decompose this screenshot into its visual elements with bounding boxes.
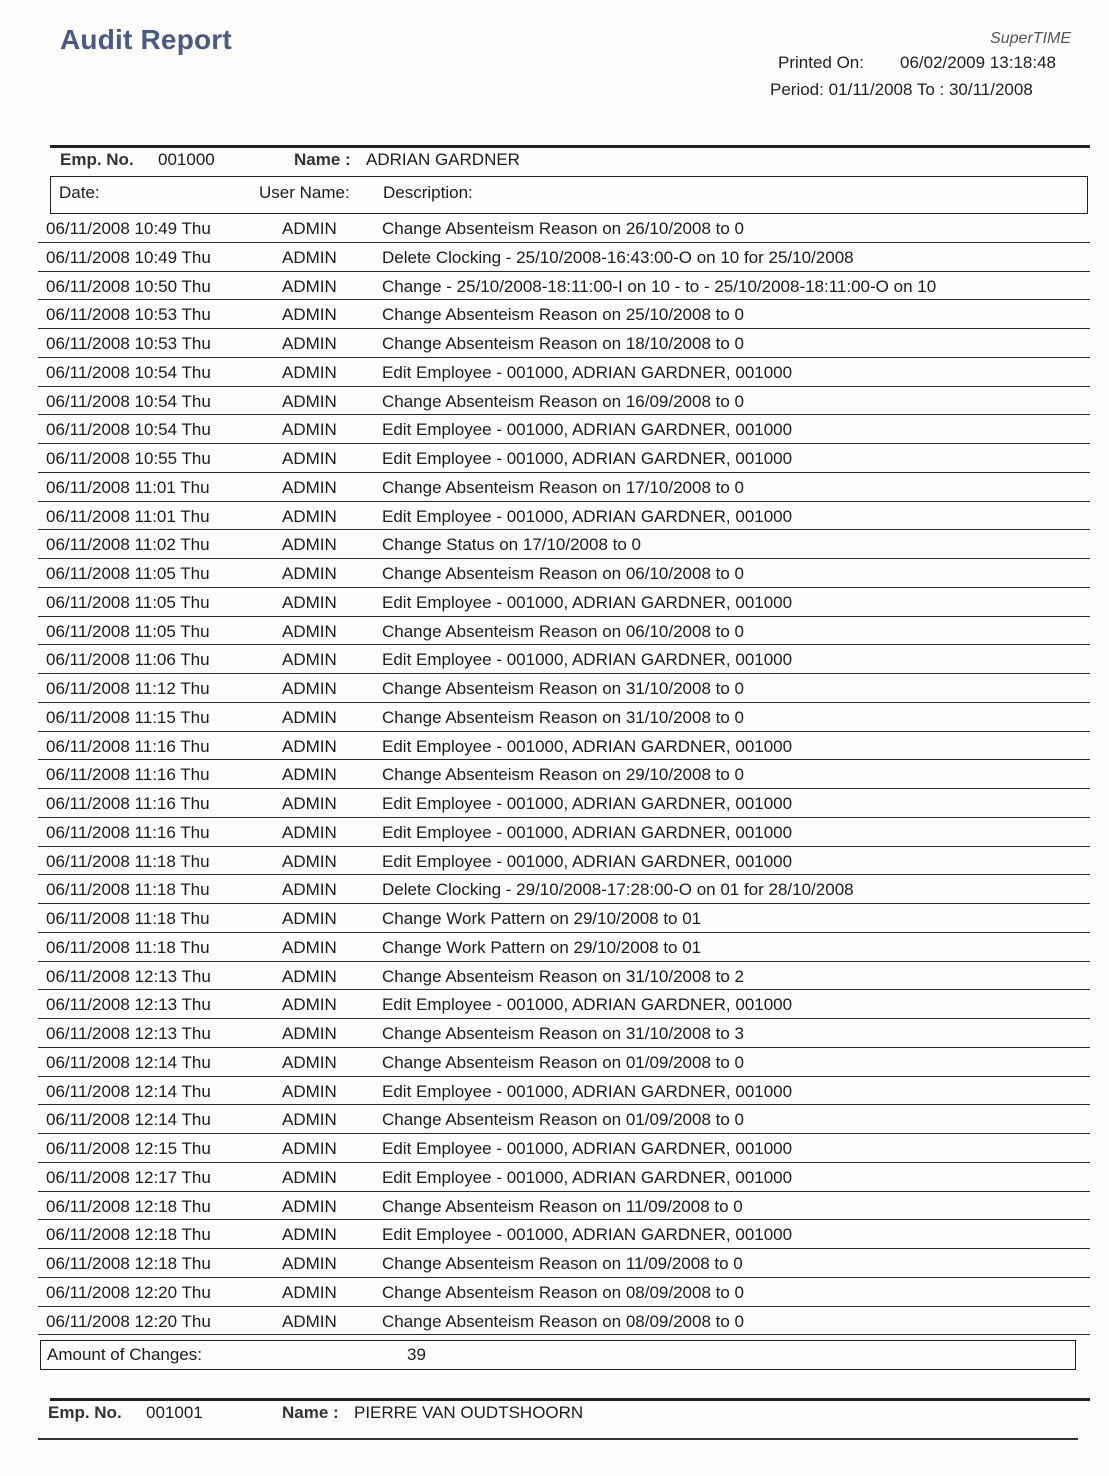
row-user: ADMIN xyxy=(282,592,337,612)
row-user: ADMIN xyxy=(282,247,337,267)
row-description: Change Absenteism Reason on 18/10/2008 to 0 xyxy=(382,334,744,353)
row-user: ADMIN xyxy=(282,1024,337,1043)
row-user: ADMIN xyxy=(282,391,337,411)
row-user: ADMIN xyxy=(282,420,337,440)
table-row xyxy=(38,243,1090,272)
row-date: 06/11/2008 11:05 Thu xyxy=(46,621,210,641)
row-date: 06/11/2008 12:17 Thu xyxy=(46,1167,211,1187)
row-description: Edit Employee - 001000, ADRIAN GARDNER, 001000 xyxy=(382,420,793,440)
brand-name: SuperTIME xyxy=(990,30,1071,47)
column-headers xyxy=(50,176,1088,214)
summary-label: Amount of Changes: xyxy=(47,1345,202,1364)
section-rule xyxy=(50,1398,1090,1401)
row-date: 06/11/2008 12:14 Thu xyxy=(46,1110,211,1130)
employee-header xyxy=(50,145,1090,175)
row-date: 06/11/2008 11:15 Thu xyxy=(46,707,210,727)
table-row xyxy=(38,1134,1090,1163)
row-description: Delete Clocking - 25/10/2008-16:43:00-O on 10 for 25/10/2008 xyxy=(382,247,854,267)
row-user: ADMIN xyxy=(282,1225,337,1245)
table-row xyxy=(38,415,1090,444)
row-date: 06/11/2008 11:12 Thu xyxy=(46,679,210,698)
row-user: ADMIN xyxy=(282,937,337,957)
row-date: 06/11/2008 11:16 Thu xyxy=(46,736,210,756)
row-description: Edit Employee - 001000, ADRIAN GARDNER, 001000 xyxy=(382,1139,793,1158)
printed-on xyxy=(778,53,1078,73)
row-description: Change Absenteism Reason on 26/10/2008 to 0 xyxy=(382,219,744,238)
table-row xyxy=(38,1249,1090,1278)
row-description: Edit Employee - 001000, ADRIAN GARDNER, 001000 xyxy=(382,650,793,670)
row-description: Edit Employee - 001000, ADRIAN GARDNER, 001000 xyxy=(382,592,793,612)
row-user: ADMIN xyxy=(282,995,337,1015)
table-row xyxy=(38,990,1090,1019)
row-description: Change Absenteism Reason on 11/09/2008 to 0 xyxy=(382,1196,743,1216)
row-description: Change Absenteism Reason on 16/09/2008 to 0 xyxy=(382,391,744,411)
table-row xyxy=(38,703,1090,732)
row-date: 06/11/2008 12:13 Thu xyxy=(46,995,211,1015)
row-user: ADMIN xyxy=(282,880,337,900)
row-description: Change Absenteism Reason on 31/10/2008 to 3 xyxy=(382,1024,744,1043)
row-user: ADMIN xyxy=(282,362,337,382)
row-user: ADMIN xyxy=(282,650,337,670)
section-rule xyxy=(50,145,1090,148)
row-description: Change Absenteism Reason on 01/09/2008 to 0 xyxy=(382,1110,744,1130)
row-date: 06/11/2008 10:53 Thu xyxy=(46,305,211,325)
period-value: 01/11/2008 To : 30/11/2008 xyxy=(828,80,1033,99)
table-row xyxy=(38,1278,1090,1307)
row-date: 06/11/2008 11:01 Thu xyxy=(46,477,210,497)
row-date: 06/11/2008 12:14 Thu xyxy=(46,1081,211,1101)
row-date: 06/11/2008 11:16 Thu xyxy=(46,822,210,842)
row-user: ADMIN xyxy=(282,966,337,986)
row-user: ADMIN xyxy=(282,564,337,583)
row-description: Change Absenteism Reason on 31/10/2008 to 0 xyxy=(382,707,744,727)
emp-no-label: Emp. No. xyxy=(60,150,134,169)
table-row xyxy=(38,1077,1090,1106)
column-header-description: Description: xyxy=(383,183,473,202)
row-date: 06/11/2008 11:05 Thu xyxy=(46,592,210,612)
section-rule xyxy=(38,1438,1078,1440)
table-row xyxy=(38,904,1090,933)
row-description: Edit Employee - 001000, ADRIAN GARDNER, 001000 xyxy=(382,995,793,1015)
table-row xyxy=(38,387,1090,416)
row-user: ADMIN xyxy=(282,449,337,468)
row-user: ADMIN xyxy=(282,1139,337,1158)
row-user: ADMIN xyxy=(282,1167,337,1187)
row-date: 06/11/2008 12:20 Thu xyxy=(46,1282,211,1302)
row-description: Edit Employee - 001000, ADRIAN GARDNER, 001000 xyxy=(382,506,793,526)
table-row xyxy=(38,645,1090,674)
row-date: 06/11/2008 11:01 Thu xyxy=(46,506,210,526)
table-row xyxy=(38,329,1090,358)
row-description: Change Absenteism Reason on 08/09/2008 to 0 xyxy=(382,1311,744,1331)
row-date: 06/11/2008 10:49 Thu xyxy=(46,219,211,238)
table-row xyxy=(38,732,1090,761)
row-description: Change Absenteism Reason on 31/10/2008 to 0 xyxy=(382,679,744,698)
row-date: 06/11/2008 12:18 Thu xyxy=(46,1196,211,1216)
row-date: 06/11/2008 10:49 Thu xyxy=(46,247,211,267)
row-date: 06/11/2008 12:15 Thu xyxy=(46,1139,211,1158)
row-description: Edit Employee - 001000, ADRIAN GARDNER, 001000 xyxy=(382,362,793,382)
printed-on-label: Printed On: xyxy=(778,53,864,72)
row-description: Change Absenteism Reason on 25/10/2008 to 0 xyxy=(382,305,744,325)
emp-no-value: 001000 xyxy=(158,150,215,169)
emp-no-value: 001001 xyxy=(146,1403,203,1422)
table-row xyxy=(38,933,1090,962)
row-user: ADMIN xyxy=(282,794,337,813)
column-header-date: Date: xyxy=(59,183,100,202)
table-row xyxy=(38,559,1090,588)
row-date: 06/11/2008 11:05 Thu xyxy=(46,564,210,583)
row-description: Change Absenteism Reason on 01/09/2008 to 0 xyxy=(382,1052,744,1072)
row-description: Change Work Pattern on 29/10/2008 to 01 xyxy=(382,937,702,957)
table-row xyxy=(38,674,1090,703)
row-user: ADMIN xyxy=(282,334,337,353)
row-date: 06/11/2008 11:02 Thu xyxy=(46,535,210,555)
row-user: ADMIN xyxy=(282,219,337,238)
row-user: ADMIN xyxy=(282,909,337,928)
row-description: Edit Employee - 001000, ADRIAN GARDNER, 001000 xyxy=(382,1167,793,1187)
name-value: PIERRE VAN OUDTSHOORN xyxy=(354,1403,584,1422)
row-date: 06/11/2008 12:14 Thu xyxy=(46,1052,211,1072)
report-title: Audit Report xyxy=(60,24,232,55)
row-date: 06/11/2008 11:18 Thu xyxy=(46,937,210,957)
row-date: 06/11/2008 11:18 Thu xyxy=(46,909,210,928)
row-user: ADMIN xyxy=(282,506,337,526)
name-label: Name : xyxy=(282,1403,339,1422)
row-description: Change Absenteism Reason on 17/10/2008 to 0 xyxy=(382,477,744,497)
summary-count: 39 xyxy=(407,1345,426,1364)
row-user: ADMIN xyxy=(282,477,337,497)
row-user: ADMIN xyxy=(282,276,337,296)
row-user: ADMIN xyxy=(282,822,337,842)
table-row xyxy=(38,300,1090,329)
row-user: ADMIN xyxy=(282,1110,337,1130)
table-row xyxy=(38,1192,1090,1221)
row-user: ADMIN xyxy=(282,1081,337,1101)
employee-header xyxy=(50,1398,1090,1428)
row-description: Edit Employee - 001000, ADRIAN GARDNER, 001000 xyxy=(382,1225,793,1245)
row-date: 06/11/2008 11:18 Thu xyxy=(46,880,210,900)
table-row xyxy=(38,789,1090,818)
row-description: Edit Employee - 001000, ADRIAN GARDNER, 001000 xyxy=(382,822,793,842)
row-description: Change - 25/10/2008-18:11:00-I on 10 - to - 25/10/2008-18:11:00-O on 10 xyxy=(382,276,937,296)
row-date: 06/11/2008 10:55 Thu xyxy=(46,449,211,468)
row-date: 06/11/2008 12:13 Thu xyxy=(46,1024,211,1043)
row-date: 06/11/2008 11:06 Thu xyxy=(46,650,210,670)
row-user: ADMIN xyxy=(282,1196,337,1216)
report-period xyxy=(770,80,1090,100)
row-date: 06/11/2008 10:54 Thu xyxy=(46,420,211,440)
row-date: 06/11/2008 11:16 Thu xyxy=(46,765,210,785)
table-row xyxy=(38,214,1090,243)
row-user: ADMIN xyxy=(282,736,337,756)
row-user: ADMIN xyxy=(282,1254,337,1273)
row-description: Edit Employee - 001000, ADRIAN GARDNER, 001000 xyxy=(382,794,793,813)
row-date: 06/11/2008 10:54 Thu xyxy=(46,391,211,411)
row-date: 06/11/2008 11:18 Thu xyxy=(46,851,210,871)
summary-box xyxy=(40,1340,1076,1370)
row-description: Edit Employee - 001000, ADRIAN GARDNER, 001000 xyxy=(382,736,793,756)
row-date: 06/11/2008 10:53 Thu xyxy=(46,334,211,353)
table-row xyxy=(38,962,1090,991)
row-user: ADMIN xyxy=(282,621,337,641)
table-row xyxy=(38,617,1090,646)
row-description: Edit Employee - 001000, ADRIAN GARDNER, 001000 xyxy=(382,1081,793,1101)
row-user: ADMIN xyxy=(282,679,337,698)
row-description: Edit Employee - 001000, ADRIAN GARDNER, 001000 xyxy=(382,449,793,468)
row-description: Delete Clocking - 29/10/2008-17:28:00-O on 01 for 28/10/2008 xyxy=(382,880,854,900)
table-row xyxy=(38,1048,1090,1077)
table-row xyxy=(38,588,1090,617)
row-date: 06/11/2008 12:18 Thu xyxy=(46,1254,211,1273)
table-row xyxy=(38,1220,1090,1249)
row-date: 06/11/2008 11:16 Thu xyxy=(46,794,210,813)
row-user: ADMIN xyxy=(282,1052,337,1072)
row-user: ADMIN xyxy=(282,707,337,727)
row-user: ADMIN xyxy=(282,765,337,785)
table-row xyxy=(38,530,1090,559)
row-user: ADMIN xyxy=(282,851,337,871)
table-row xyxy=(38,1105,1090,1134)
table-row xyxy=(38,818,1090,847)
table-row xyxy=(38,847,1090,876)
row-description: Change Absenteism Reason on 06/10/2008 to 0 xyxy=(382,621,744,641)
row-description: Change Absenteism Reason on 31/10/2008 to 2 xyxy=(382,966,744,986)
table-row xyxy=(38,358,1090,387)
row-description: Edit Employee - 001000, ADRIAN GARDNER, 001000 xyxy=(382,851,793,871)
table-row xyxy=(38,502,1090,531)
row-user: ADMIN xyxy=(282,535,337,555)
table-row xyxy=(38,272,1090,301)
period-label: Period: xyxy=(770,80,824,99)
audit-table xyxy=(38,214,1090,1335)
row-user: ADMIN xyxy=(282,1282,337,1302)
table-row xyxy=(38,444,1090,473)
row-user: ADMIN xyxy=(282,1311,337,1331)
row-description: Change Work Pattern on 29/10/2008 to 01 xyxy=(382,909,702,928)
row-description: Change Absenteism Reason on 11/09/2008 to 0 xyxy=(382,1254,743,1273)
row-description: Change Absenteism Reason on 06/10/2008 to 0 xyxy=(382,564,744,583)
row-date: 06/11/2008 10:50 Thu xyxy=(46,276,211,296)
row-date: 06/11/2008 12:13 Thu xyxy=(46,966,211,986)
printed-on-value: 06/02/2009 13:18:48 xyxy=(900,53,1056,72)
table-row xyxy=(38,1307,1090,1336)
table-row xyxy=(38,473,1090,502)
emp-no-label: Emp. No. xyxy=(48,1403,122,1422)
row-user: ADMIN xyxy=(282,305,337,325)
row-date: 06/11/2008 12:20 Thu xyxy=(46,1311,211,1331)
name-value: ADRIAN GARDNER xyxy=(366,150,520,169)
table-row xyxy=(38,760,1090,789)
name-label: Name : xyxy=(294,150,351,169)
row-description: Change Absenteism Reason on 08/09/2008 to 0 xyxy=(382,1282,744,1302)
row-date: 06/11/2008 10:54 Thu xyxy=(46,362,211,382)
row-description: Change Absenteism Reason on 29/10/2008 to 0 xyxy=(382,765,744,785)
table-row xyxy=(38,1163,1090,1192)
row-description: Change Status on 17/10/2008 to 0 xyxy=(382,535,641,555)
column-header-user: User Name: xyxy=(259,183,350,202)
row-date: 06/11/2008 12:18 Thu xyxy=(46,1225,211,1245)
table-row xyxy=(38,1019,1090,1048)
table-row xyxy=(38,875,1090,904)
